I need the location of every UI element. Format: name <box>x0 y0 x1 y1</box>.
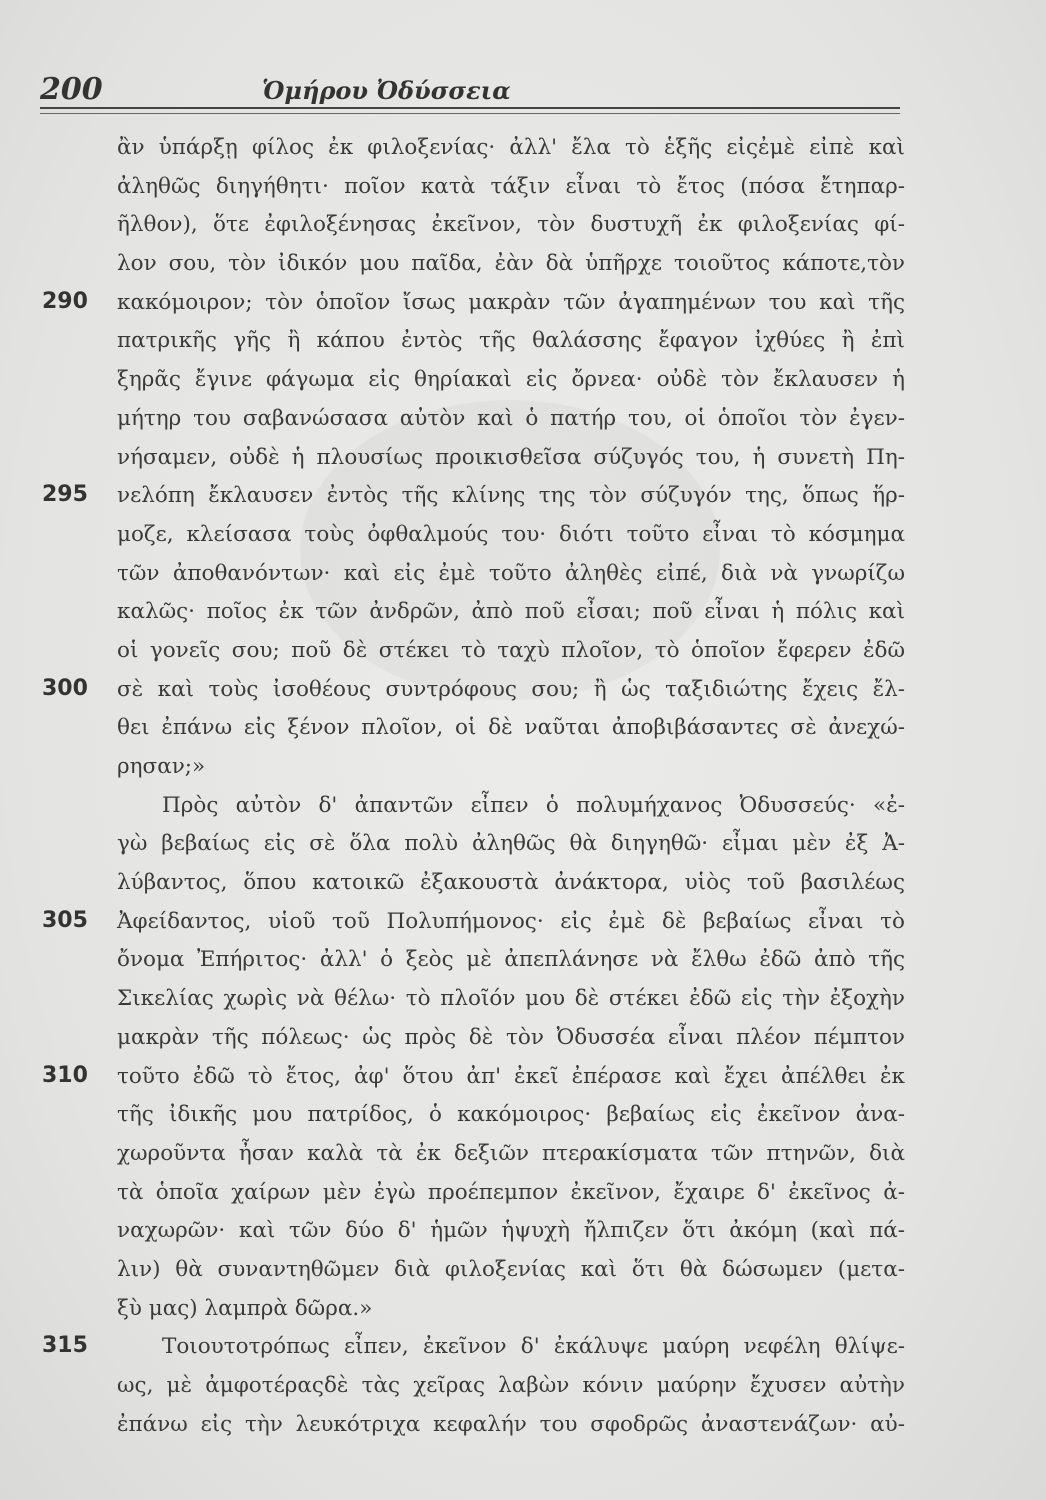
text-line <box>0 1250 1046 1289</box>
line-text: νελόπη ἔκλαυσεν ἐντὸς τῆς κλίνης της τὸν σύζυγόν της, ὅπως ἥρ- <box>117 483 905 509</box>
line-text: λύβαντος, ὅπου κατοικῶ ἐξακουστὰ ἀνάκτορα, υἱὸς τοῦ βασιλέως <box>117 870 905 896</box>
line-text: Τοιουτοτρόπως εἶπεν, ἐκεῖνον δ' ἐκάλυψε μαύρη νεφέλη θλίψε- <box>162 1334 905 1360</box>
line-text: Ἀφείδαντος, υἱοῦ τοῦ Πολυπήμονος· εἰς ἐμὲ δὲ βεβαίως εἶναι τὸ <box>117 908 905 934</box>
text-line <box>0 1095 1046 1134</box>
text-line <box>0 940 1046 979</box>
line-text: τοῦτο ἐδῶ τὸ ἔτος, ἀφ' ὅτου ἀπ' ἐκεῖ ἐπέρασε καὶ ἔχει ἀπέλθει ἐκ <box>117 1063 905 1089</box>
running-title: Ὁμήρου Ὀδύσσεια <box>262 76 511 105</box>
line-text: ρησαν;» <box>117 754 206 779</box>
line-text: τῆς ἰδικῆς μου πατρίδος, ὁ κακόμοιρος· βεβαίως εἰς ἐκεῖνον ἀνα- <box>117 1102 905 1128</box>
text-line <box>0 1289 1046 1328</box>
header-rule <box>40 107 900 109</box>
verse-line-number: 305 <box>42 907 88 933</box>
line-text: ὄνομα Ἐπήριτος· ἀλλ' ὁ ξεὸς μὲ ἀπεπλάνησε νὰ ἔλθω ἐδῶ ἀπὸ τῆς <box>117 947 905 973</box>
text-line <box>0 554 1046 593</box>
verse-line-number: 315 <box>42 1333 88 1359</box>
text-line <box>0 167 1046 206</box>
text-line <box>0 708 1046 747</box>
line-text: νήσαμεν, οὐδὲ ἡ πλουσίως προικισθεῖσα σύζυγός του, ἡ συνετὴ Πη- <box>117 444 905 470</box>
line-text: ἀληθῶς διηγήθητι· ποῖον κατὰ τάξιν εἶναι τὸ ἔτος (πόσα ἔτηπαρ- <box>117 173 905 199</box>
text-line <box>0 1134 1046 1173</box>
text-line <box>0 438 1046 477</box>
verse-line-number: 310 <box>42 1062 88 1088</box>
line-text: θει ἐπάνω εἰς ξένον πλοῖον, οἱ δὲ ναῦται ἀποβιβάσαντες σὲ ἀνεχώ- <box>117 715 905 741</box>
text-line <box>0 979 1046 1018</box>
text-line <box>0 205 1046 244</box>
page-number: 200 <box>40 72 103 107</box>
line-text: τῶν ἀποθανόντων· καὶ εἰς ἐμὲ τοῦτο ἀληθὲς εἰπέ, διὰ νὰ γνωρίζω <box>117 560 905 586</box>
text-line <box>0 1057 1046 1096</box>
text-line <box>0 128 1046 167</box>
line-text: ναχωρῶν· καὶ τῶν δύο δ' ἡμῶν ἡψυχὴ ἤλπιζεν ὅτι ἀκόμη (καὶ πά- <box>117 1218 905 1244</box>
line-text: Σικελίας χωρὶς νὰ θέλω· τὸ πλοῖόν μου δὲ στέκει ἐδῶ εἰς τὴν ἐξοχὴν <box>117 986 905 1012</box>
text-line <box>0 747 1046 786</box>
text-line <box>0 592 1046 631</box>
text-line <box>0 399 1046 438</box>
text-line <box>0 321 1046 360</box>
text-line <box>0 863 1046 902</box>
text-line <box>0 476 1046 515</box>
text-line <box>0 1018 1046 1057</box>
line-text: ἂν ὑπάρξῃ φίλος ἐκ φιλοξενίας· ἀλλ' ἔλα τὸ ἑξῆς εἰςἐμὲ εἰπὲ καὶ <box>117 135 905 160</box>
line-text: κακόμοιρον; τὸν ὁποῖον ἴσως μακρὰν τῶν ἀγαπημένων του καὶ τῆς <box>117 289 905 315</box>
line-text: ῆλθον), ὅτε ἐφιλοξένησας ἐκεῖνον, τὸν δυστυχῆ ἐκ φιλοξενίας φί- <box>117 212 905 238</box>
text-line <box>0 515 1046 554</box>
line-text: τὰ ὁποῖα χαίρων μὲν ἐγὼ προέπεμπον ἐκεῖνον, ἔχαιρε δ' ἐκεῖνος ἀ- <box>117 1179 905 1205</box>
line-text: ως, μὲ ἀμφοτέραςδὲ τὰς χεῖρας λαβὼν κόνιν μαύρην ἔχυσεν αὐτὴν <box>117 1373 905 1398</box>
line-text: χωροῦντα ἦσαν καλὰ τὰ ἐκ δεξιῶν πτερακίσματα τῶν πτηνῶν, διὰ <box>117 1140 905 1166</box>
line-text: σὲ καὶ τοὺς ἰσοθέους συντρόφους σου; ἢ ὡς ταξιδιώτης ἔχεις ἔλ- <box>117 676 905 702</box>
text-line <box>0 824 1046 863</box>
line-text: ξηρᾶς ἔγινε φάγωμα εἰς θηρίακαὶ εἰς ὄρνεα· οὐδὲ τὸν ἔκλαυσεν ἡ <box>117 367 905 393</box>
verse-line-number: 290 <box>42 288 88 314</box>
line-text: ξὺ μας) λαμπρὰ δῶρα.» <box>117 1295 373 1321</box>
text-line <box>0 902 1046 941</box>
text-line <box>0 1173 1046 1212</box>
line-text: μήτηρ του σαβανώσασα αὐτὸν καὶ ὁ πατήρ του, οἱ ὁποῖοι τὸν ἐγεν- <box>117 405 905 431</box>
text-line <box>0 1211 1046 1250</box>
line-text: καλῶς· ποῖος ἐκ τῶν ἀνδρῶν, ἀπὸ ποῦ εἶσαι; ποῦ εἶναι ἡ πόλις καὶ <box>117 599 905 625</box>
verse-text-block <box>0 128 1046 1443</box>
line-text: γὼ βεβαίως εἰς σὲ ὅλα πολὺ ἀληθῶς θὰ διηγηθῶ· εἶμαι μὲν ἐξ Ἀ- <box>117 831 905 857</box>
line-text: οἱ γονεῖς σου; ποῦ δὲ στέκει τὸ ταχὺ πλοῖον, τὸ ὁποῖον ἔφερεν ἐδῶ <box>117 637 905 663</box>
verse-line-number: 295 <box>42 482 88 508</box>
text-line <box>0 360 1046 399</box>
line-text: ἐπάνω εἰς τὴν λευκότριχα κεφαλήν του σφοδρῶς ἀναστενάζων· αὐ- <box>117 1411 905 1437</box>
header-rule-thin <box>40 113 900 114</box>
text-line <box>0 1327 1046 1366</box>
text-line <box>0 1366 1046 1405</box>
line-text: λιν) θὰ συναντηθῶμεν διὰ φιλοξενίας καὶ ὅτι θὰ δώσωμεν (μετα- <box>117 1256 905 1282</box>
text-line <box>0 631 1046 670</box>
line-text: μακρὰν τῆς πόλεως· ὡς πρὸς δὲ τὸν Ὀδυσσέα εἶναι πλέον πέμπτον <box>117 1024 905 1050</box>
text-line <box>0 786 1046 825</box>
text-line <box>0 670 1046 709</box>
text-line <box>0 1405 1046 1444</box>
line-text: Πρὸς αὐτὸν δ' ἀπαντῶν εἶπεν ὁ πολυμήχανος Ὀδυσσεύς· «ἐ- <box>162 792 905 818</box>
line-text: πατρικῆς γῆς ἢ κάπου ἐντὸς τῆς θαλάσσης ἔφαγον ἰχθύες ἢ ἐπὶ <box>117 328 905 354</box>
text-line <box>0 244 1046 283</box>
line-text: λον σου, τὸν ἰδικόν μου παῖδα, ἐὰν δὰ ὑπῆρχε τοιοῦτος κάποτε,τὸν <box>117 251 905 277</box>
verse-line-number: 300 <box>42 675 88 701</box>
text-line <box>0 283 1046 322</box>
line-text: μοζε, κλείσασα τοὺς ὀφθαλμούς του· διότι τοῦτο εἶναι τὸ κόσμημα <box>117 521 905 547</box>
